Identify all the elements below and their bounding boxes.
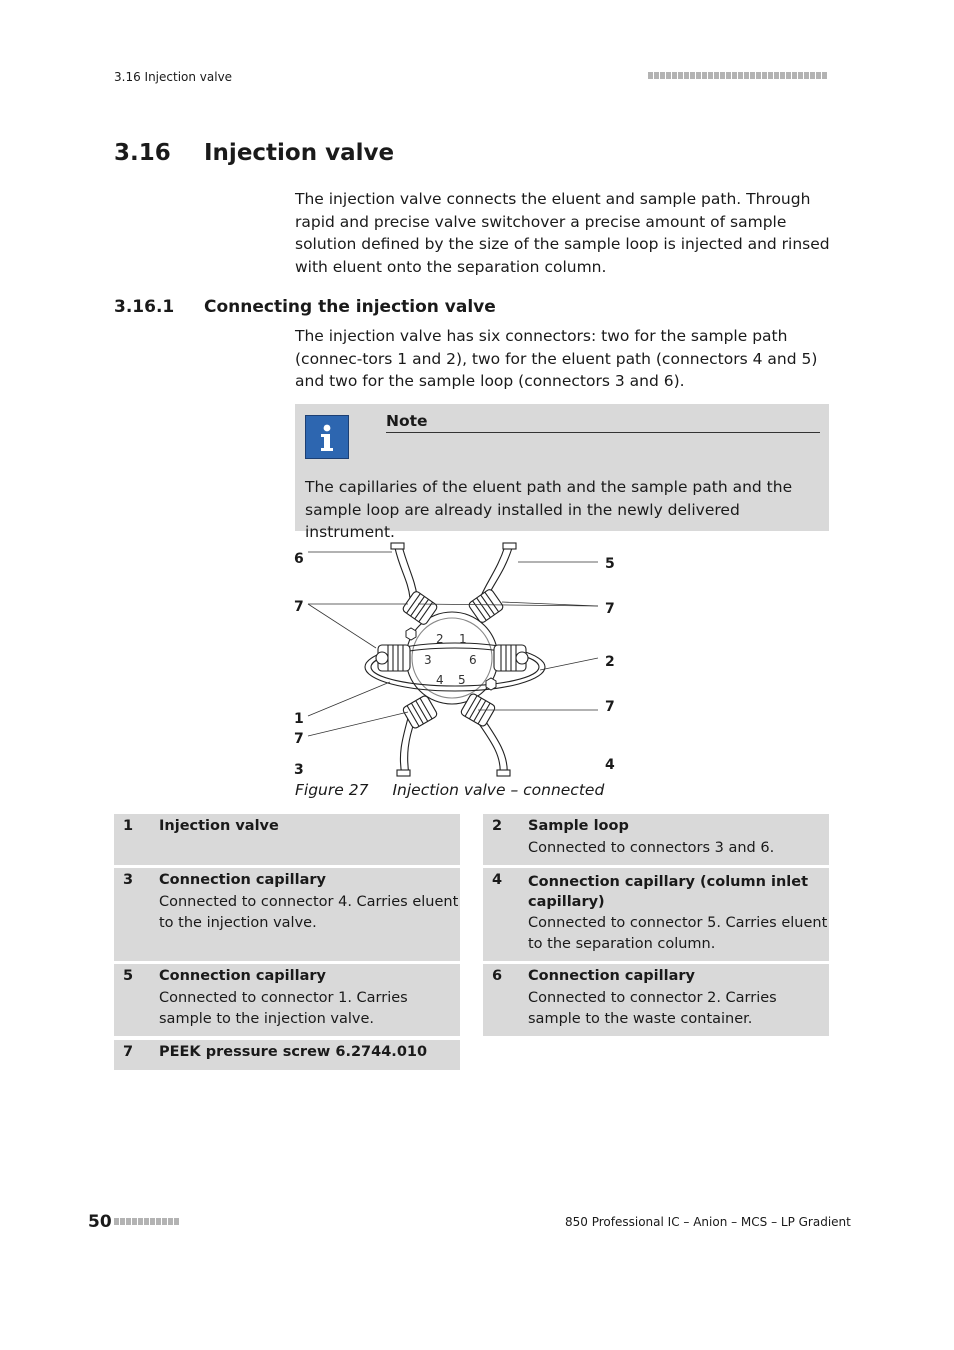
callout-label: 3 — [294, 762, 304, 778]
legend-desc: Connected to connector 5. Carries eluent to the separation column. — [528, 915, 828, 952]
legend-number: 6 — [492, 968, 503, 984]
valve-illustration — [290, 540, 630, 780]
callout-label: 7 — [294, 731, 304, 747]
running-header: 3.16 Injection valve — [114, 70, 233, 84]
legend-item — [483, 964, 829, 1036]
section-title — [114, 140, 394, 166]
subsection-title — [114, 297, 496, 317]
legend-number: 2 — [492, 818, 503, 834]
legend-desc: Connected to connector 4. Carries eluent to the injection valve. — [159, 894, 459, 931]
legend-title: Injection valve — [159, 818, 279, 834]
port-label: 3 — [424, 653, 432, 667]
legend-desc: Connected to connector 2. Carries sample to the waste container. — [528, 990, 777, 1027]
page-number: 50 — [88, 1212, 112, 1232]
figure-caption — [295, 781, 604, 799]
subsection-number: 3.16.1 — [114, 297, 175, 317]
legend-title: Connection capillary (column inlet capillary) — [528, 874, 809, 910]
callout-label: 4 — [605, 757, 615, 773]
header-decoration — [648, 72, 827, 79]
legend-item — [114, 814, 460, 865]
intro-paragraph: The injection valve connects the eluent and sample path. Through rapid and precise valve switchover a precise amount of sample solution defined by the size of the sample loop is injected and rinsed with eluent onto the separation column. — [295, 190, 830, 276]
info-icon — [305, 415, 349, 459]
callout-label: 5 — [605, 556, 615, 572]
legend-item — [114, 868, 460, 961]
legend-item — [483, 868, 829, 961]
figure-label: Figure 27 — [295, 781, 369, 799]
legend-number: 5 — [123, 968, 134, 984]
legend-number: 3 — [123, 872, 134, 888]
callout-label: 7 — [605, 601, 615, 617]
port-label: 6 — [469, 653, 477, 667]
legend-number: 4 — [492, 872, 503, 888]
callout-label: 7 — [605, 699, 615, 715]
section-number: 3.16 — [114, 140, 171, 166]
legend-title: Connection capillary — [528, 968, 695, 984]
legend-title: Connection capillary — [159, 872, 326, 888]
figure-title: Injection valve – connected — [392, 781, 605, 799]
footer-product: 850 Professional IC – Anion – MCS – LP Gradient — [565, 1215, 851, 1229]
legend-item — [483, 814, 829, 865]
subsection-paragraph: The injection valve has six connectors: two for the sample path (connec-tors 1 and 2), two for the eluent path (connectors 4 and 5) and two for the sample loop (connectors 3 and 6). — [295, 327, 818, 390]
port-label: 2 — [436, 632, 444, 646]
callout-label: 2 — [605, 654, 615, 670]
legend-item — [114, 1040, 460, 1070]
callout-label: 1 — [294, 711, 304, 727]
legend-title: PEEK pressure screw 6.2744.010 — [159, 1044, 428, 1060]
footer-decoration — [114, 1218, 179, 1225]
section-title-text: Injection valve — [204, 140, 395, 166]
legend-item — [114, 964, 460, 1036]
callout-label: 6 — [294, 551, 304, 567]
note-title: Note — [386, 412, 820, 433]
legend-number: 1 — [123, 818, 134, 834]
injection-valve-figure — [290, 540, 630, 780]
port-label: 5 — [458, 673, 466, 687]
legend-desc: Connected to connector 1. Carries sample to the injection valve. — [159, 990, 408, 1027]
legend-title: Connection capillary — [159, 968, 326, 984]
port-label: 1 — [459, 632, 467, 646]
callout-label: 7 — [294, 599, 304, 615]
note-box — [295, 404, 829, 541]
legend-number: 7 — [123, 1044, 134, 1060]
note-text: The capillaries of the eluent path and the sample path and the sample loop are already installed in the newly delivered instrument. — [305, 478, 793, 541]
port-label: 4 — [436, 673, 444, 687]
subsection-title-text: Connecting the injection valve — [204, 297, 496, 317]
legend-title: Sample loop — [528, 818, 629, 834]
legend-desc: Connected to connectors 3 and 6. — [528, 840, 775, 856]
